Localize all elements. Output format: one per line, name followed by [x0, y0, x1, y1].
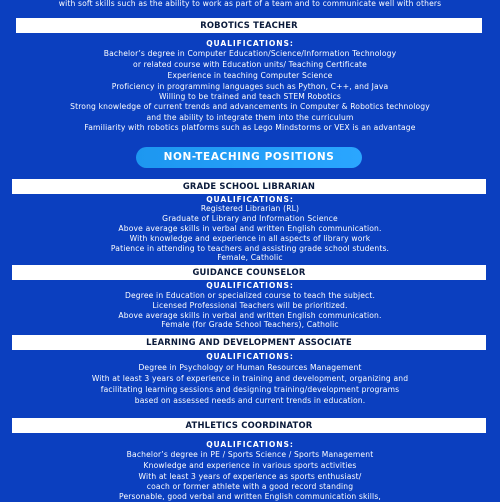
counselor-line: Licensed Professional Teachers will be prioritized. [152, 301, 348, 310]
ld-associate-heading: LEARNING AND DEVELOPMENT ASSOCIATE [12, 335, 486, 350]
robotics-line: Familiarity with robotics platforms such as Lego Mindstorms or VEX is an advantage [84, 123, 416, 132]
athletics-line: coach or former athlete with a good record standing [146, 482, 354, 491]
librarian-line: Patience in attending to teachers and assisting grade school students. [110, 244, 390, 253]
athletics-line: Personable, good verbal and written English communication skills, [118, 492, 381, 501]
robotics-line: Experience in teaching Computer Science [167, 71, 333, 80]
librarian-line: Female, Catholic [217, 253, 283, 262]
robotics-teacher-heading: ROBOTICS TEACHER [16, 18, 482, 33]
robotics-line: Bachelor’s degree in Computer Education/Science/Information Technology [103, 49, 397, 58]
robotics-line: Willing to be trained and teach STEM Robotics [159, 92, 341, 101]
ld-line: based on assessed needs and current trends in education. [134, 396, 366, 405]
robotics-line: Proficiency in programming languages such as Python, C++, and Java [111, 82, 389, 91]
librarian-heading: GRADE SCHOOL LIBRARIAN [12, 179, 486, 194]
athletics-coordinator-heading: ATHLETICS COORDINATOR [12, 418, 486, 433]
athletics-line: With at least 3 years of experience as sports enthusiast/ [138, 472, 362, 481]
robotics-line: and the ability to integrate them into the curriculum [146, 113, 354, 122]
ld-line: With at least 3 years of experience in training and development, organizing and [91, 374, 409, 383]
athletics-qualifications-label: QUALIFICATIONS: [206, 440, 294, 449]
athletics-line: Knowledge and experience in various sports activities [143, 461, 357, 470]
guidance-counselor-heading: GUIDANCE COUNSELOR [12, 265, 486, 280]
counselor-line: Female (for Grade School Teachers), Catholic [161, 320, 339, 329]
counselor-line: Above average skills in verbal and written English communication. [118, 311, 382, 320]
ld-line: facilitating learning sessions and designing training/development programs [100, 385, 400, 394]
librarian-line: Graduate of Library and Information Science [162, 214, 338, 223]
librarian-line: Above average skills in verbal and written English communication. [118, 224, 382, 233]
ld-qualifications-label: QUALIFICATIONS: [206, 352, 294, 361]
robotics-line: or related course with Education units/ Teaching Certificate [133, 60, 367, 69]
robotics-line: Strong knowledge of current trends and advancements in Computer & Robotics technology [70, 102, 430, 111]
counselor-line: Degree in Education or specialized course to teach the subject. [124, 291, 376, 300]
counselor-qualifications-label: QUALIFICATIONS: [206, 281, 294, 290]
non-teaching-positions-heading: NON-TEACHING POSITIONS [136, 147, 362, 168]
intro-text: with soft skills such as the ability to work as part of a team and to communicate well with others [58, 0, 442, 8]
robotics-qualifications-label: QUALIFICATIONS: [206, 39, 294, 48]
athletics-line: Bachelor’s degree in PE / Sports Science / Sports Management [126, 450, 374, 459]
librarian-qualifications-label: QUALIFICATIONS: [206, 195, 294, 204]
librarian-line: With knowledge and experience in all aspects of library work [129, 234, 371, 243]
ld-line: Degree in Psychology or Human Resources Management [138, 363, 362, 372]
librarian-line: Registered Librarian (RL) [200, 204, 300, 213]
